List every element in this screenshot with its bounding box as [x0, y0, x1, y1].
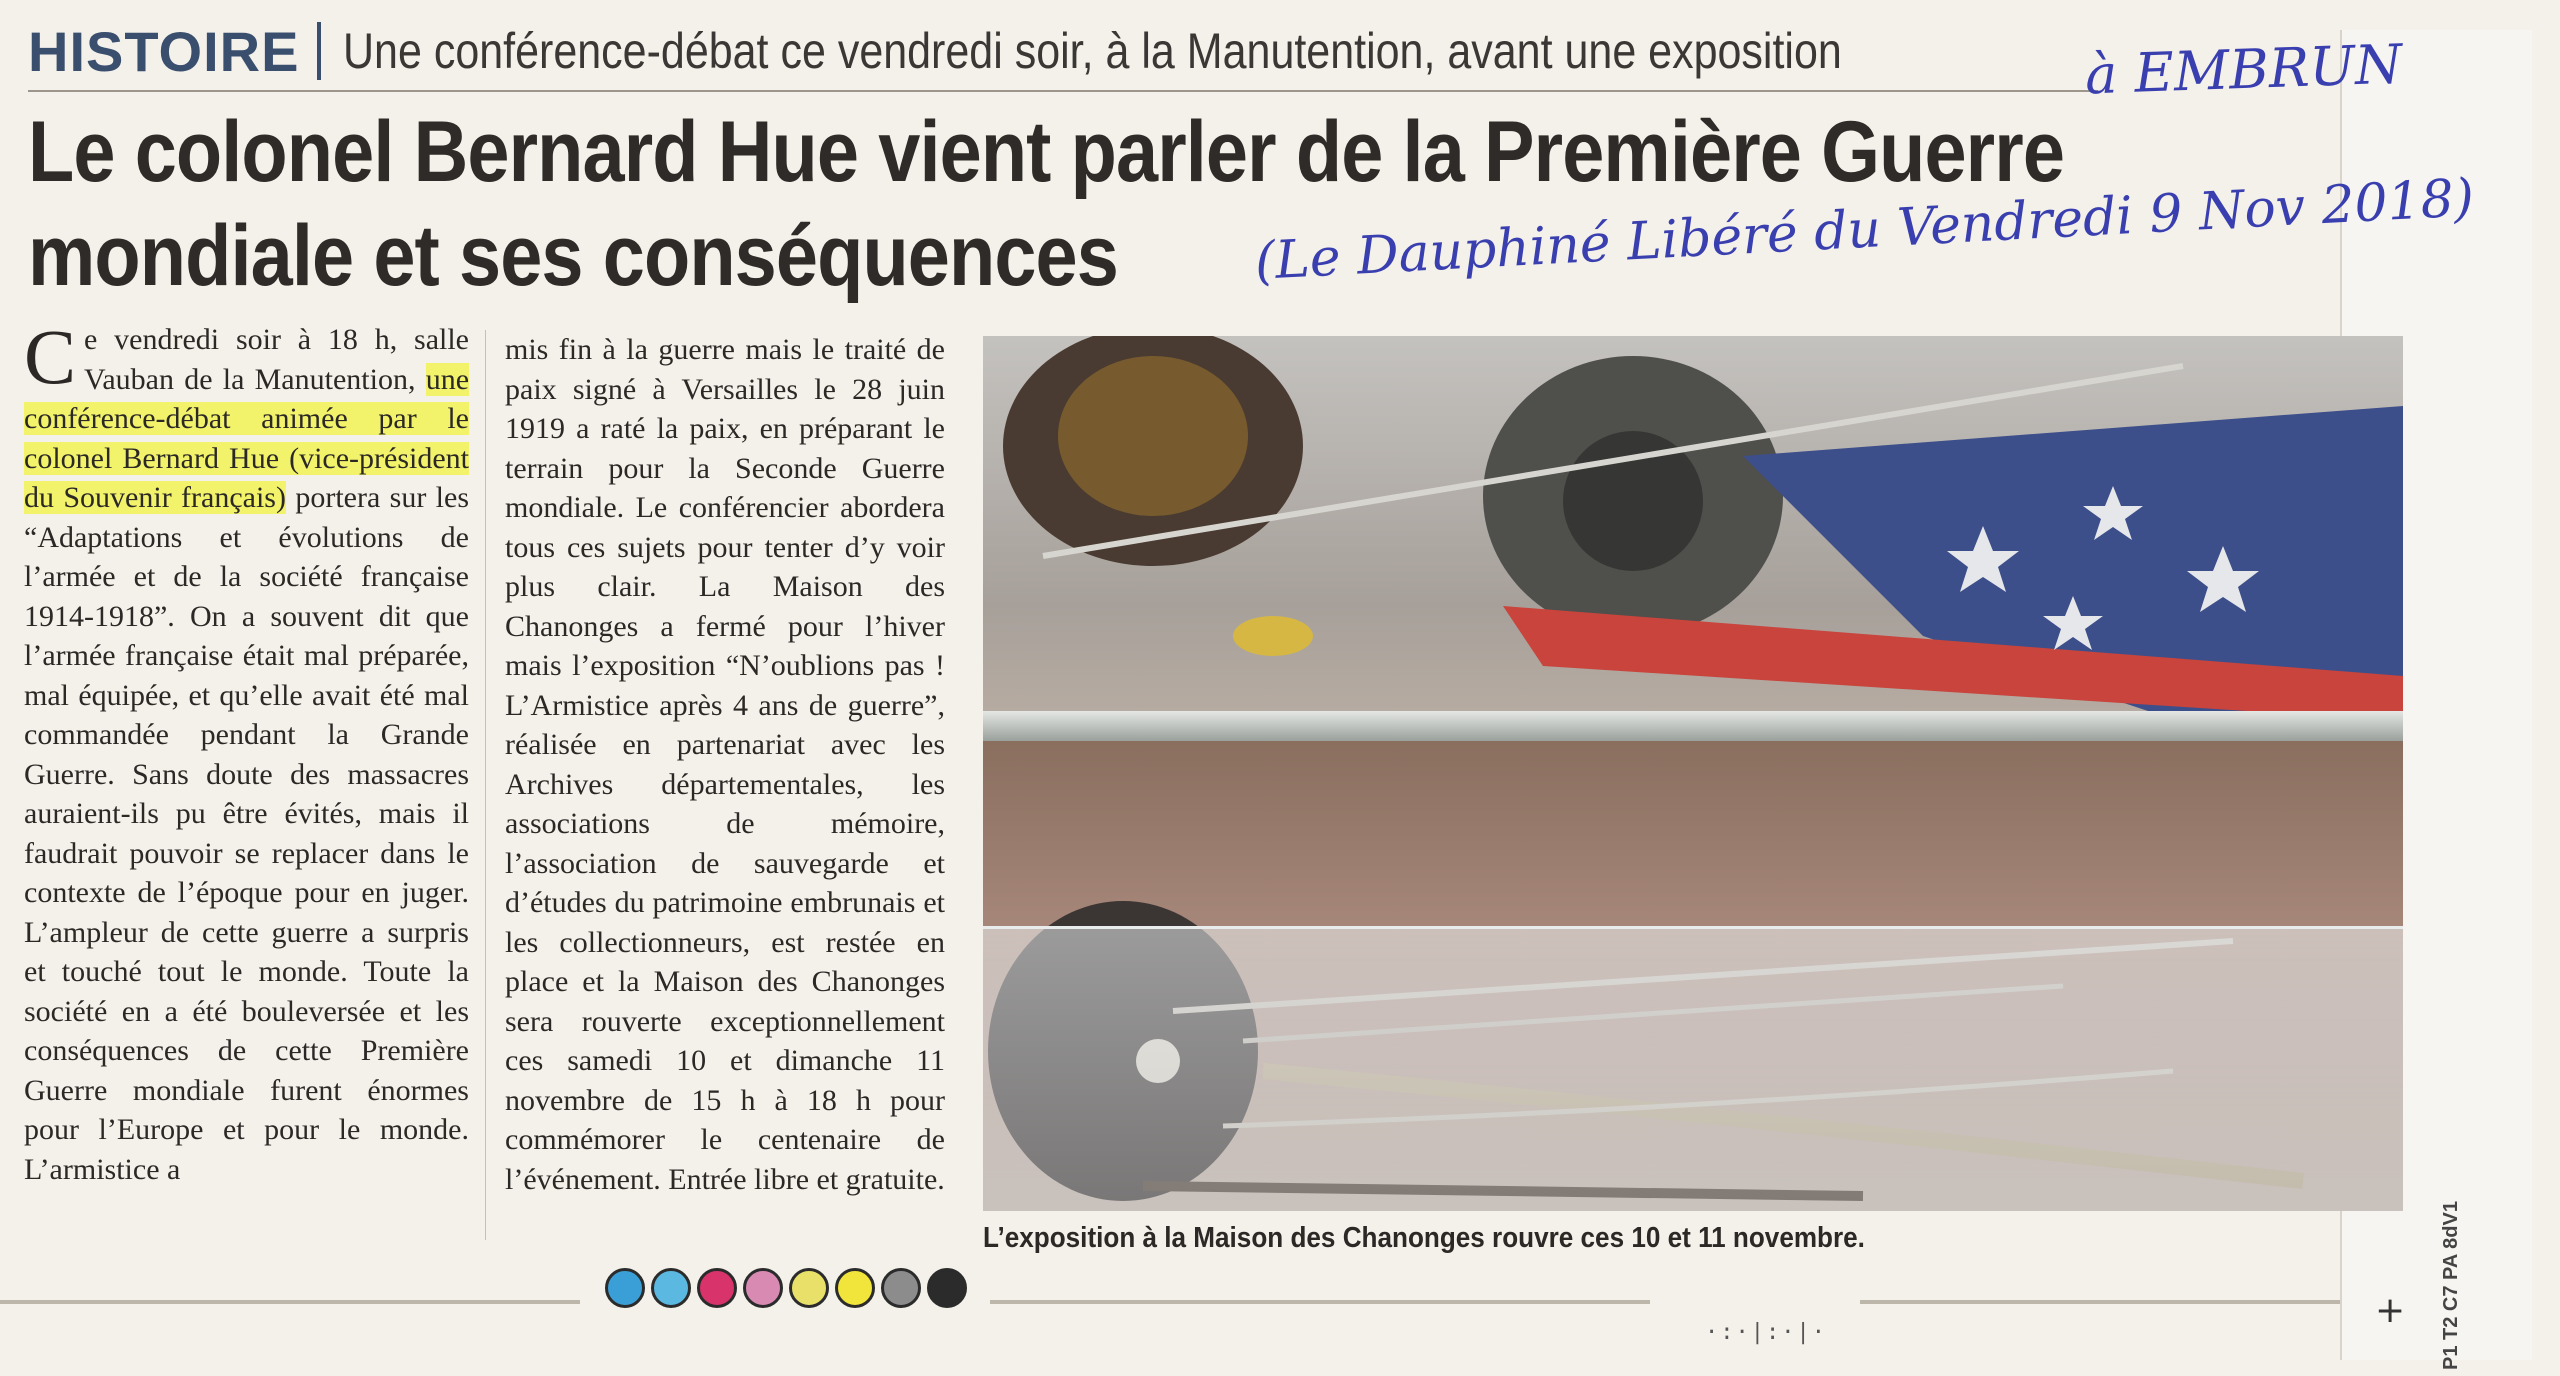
color-dot	[789, 1268, 829, 1308]
article-text-col2: mis fin à la guerre mais le traité de paix signé à Versailles le 28 juin 1919 a raté la paix, en préparant le terrain pour la Seconde Guerre mondiale. Le conférencier abordera tous ces sujets pour tenter d’y voir plus clair. La Maison des Chanonges a fermé pour l’hiver mais l’exposition “N’oublions pas ! L’Armistice après 4 ans de guerre”, réalisée en partenariat avec les Archives départementales, les associations de mémoire, l’association de sauvegarde et d’études du patrimoine embrunais et les collectionneurs, est restée en place et la Maison des Chanonges sera rouverte exceptionnellement ces samedi 10 et dimanche 11 novembre de 15 h à 18 h pour commémorer le centenaire de l’événement. Entrée libre et gratuite.	[505, 333, 945, 1196]
color-dot	[881, 1268, 921, 1308]
bottom-rule-middle	[990, 1300, 1650, 1304]
article-column-1	[24, 313, 470, 1189]
column-divider	[485, 330, 486, 1240]
headline-line-1: Le colonel Bernard Hue vient parler de la Première Guerre	[28, 104, 2065, 200]
color-dot	[835, 1268, 875, 1308]
kicker-bar	[28, 16, 2086, 86]
section-label: HISTOIRE	[28, 19, 300, 83]
bottom-rule-right	[1860, 1300, 2340, 1304]
headline-line-2: mondiale et ses conséquences	[28, 208, 1118, 304]
color-dot	[651, 1268, 691, 1308]
kicker-rule	[28, 90, 2098, 92]
kicker-separator	[317, 22, 321, 80]
exhibition-photo	[983, 336, 2403, 1211]
handwritten-location: à EMBRUN	[2083, 32, 2404, 107]
color-dot	[697, 1268, 737, 1308]
article-text-col1: portera sur les “Adaptations et évolutions de l’armée et de la société française 1914-1918”. On a souvent dit que l’armée française était mal préparée, mal équipée, et qu’elle avait été mal commandée pendant la Grande Guerre. Sans doute des massacres auraient-ils pu être évités, mais il faudrait pouvoir se replacer dans le contexte de l’époque pour en juger. L’ampleur de cette guerre a surpris et touché tout le monde. Toute la société en a été bouleversée et les conséquences de cette Première Guerre mondiale furent énormes pour l’Europe et pour le monde. L’armistice a	[24, 481, 469, 1186]
drop-cap: C	[24, 313, 77, 400]
printer-color-bar	[605, 1268, 967, 1308]
bottom-rule-left	[0, 1300, 580, 1304]
article-column-2	[505, 330, 945, 1199]
photo-glass-case-front	[983, 926, 2403, 1211]
highlighted-text: une conférence-débat animée par le colonel Bernard Hue (vice-président du Souvenir français)	[24, 362, 470, 514]
color-dot	[605, 1268, 645, 1308]
kicker-subtitle: Une conférence-débat ce vendredi soir, à la Manutention, avant une exposition	[343, 23, 1843, 79]
photo-glass-shelf	[983, 711, 2403, 741]
registration-mark-icon: +	[2375, 1290, 2406, 1331]
photo-caption: L’exposition à la Maison des Chanonges rouvre ces 10 et 11 novembre.	[983, 1222, 1865, 1254]
print-code: P1 T2 C7 PA 8dV1	[2440, 1201, 2462, 1370]
dotted-marks: ·:·|:·|·	[1705, 1320, 1827, 1345]
handwritten-source: (Le Dauphiné Libéré du Vendredi 9 Nov 2018)	[1253, 168, 2476, 292]
photo-upper-objects	[983, 336, 2403, 721]
color-dot	[927, 1268, 967, 1308]
color-dot	[743, 1268, 783, 1308]
article-intro: e vendredi soir à 18 h, salle Vauban de la Manutention,	[84, 323, 469, 396]
